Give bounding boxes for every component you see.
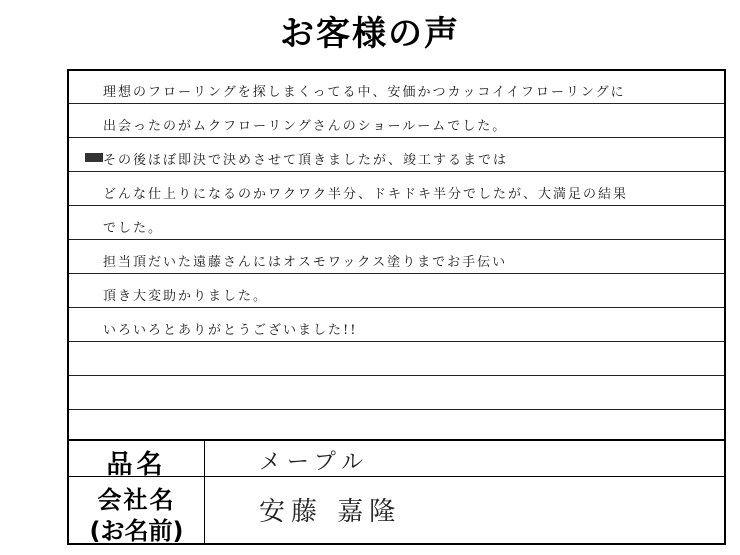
comment-line: いろいろとありがとうございました!!	[103, 323, 358, 338]
scribble-mark	[85, 153, 103, 162]
ruled-line	[69, 375, 724, 376]
comment-line: でした。	[103, 221, 164, 236]
ruled-line	[69, 239, 724, 240]
company-value: 安藤 嘉隆	[259, 497, 402, 527]
ruled-line	[69, 307, 724, 308]
comment-line: 頂き大変助かりました。	[103, 289, 269, 304]
product-label: 品名	[106, 450, 167, 480]
comment-sheet	[67, 69, 726, 545]
company-label: 会社名	[97, 486, 176, 514]
product-value: メープル	[259, 450, 370, 475]
form-column-divider	[204, 439, 205, 545]
form-divider	[69, 439, 724, 441]
comment-line: 理想のフローリングを探しまくってる中、安価かつカッコイイフローリングに	[103, 85, 626, 100]
page-title: お客様の声	[280, 14, 460, 54]
ruled-line	[69, 103, 724, 104]
ruled-line	[69, 205, 724, 206]
ruled-line	[69, 341, 724, 342]
comment-line: 担当頂だいた遠藤さんにはオスモワックス塗りまでお手伝い	[103, 255, 508, 270]
name-label: (お名前)	[89, 517, 184, 545]
comment-line: 出会ったのがムクフローリングさんのショールームでした。	[103, 119, 508, 134]
comment-line: どんな仕上りになるのかワクワク半分、ドキドキ半分でしたが、大満足の結果	[103, 187, 629, 202]
ruled-line	[69, 137, 724, 138]
ruled-line	[69, 273, 724, 274]
ruled-line	[69, 409, 724, 410]
ruled-line	[69, 171, 724, 172]
comment-line: その後ほぼ即決で決めさせて頂きましたが、竣工するまでは	[103, 153, 509, 168]
